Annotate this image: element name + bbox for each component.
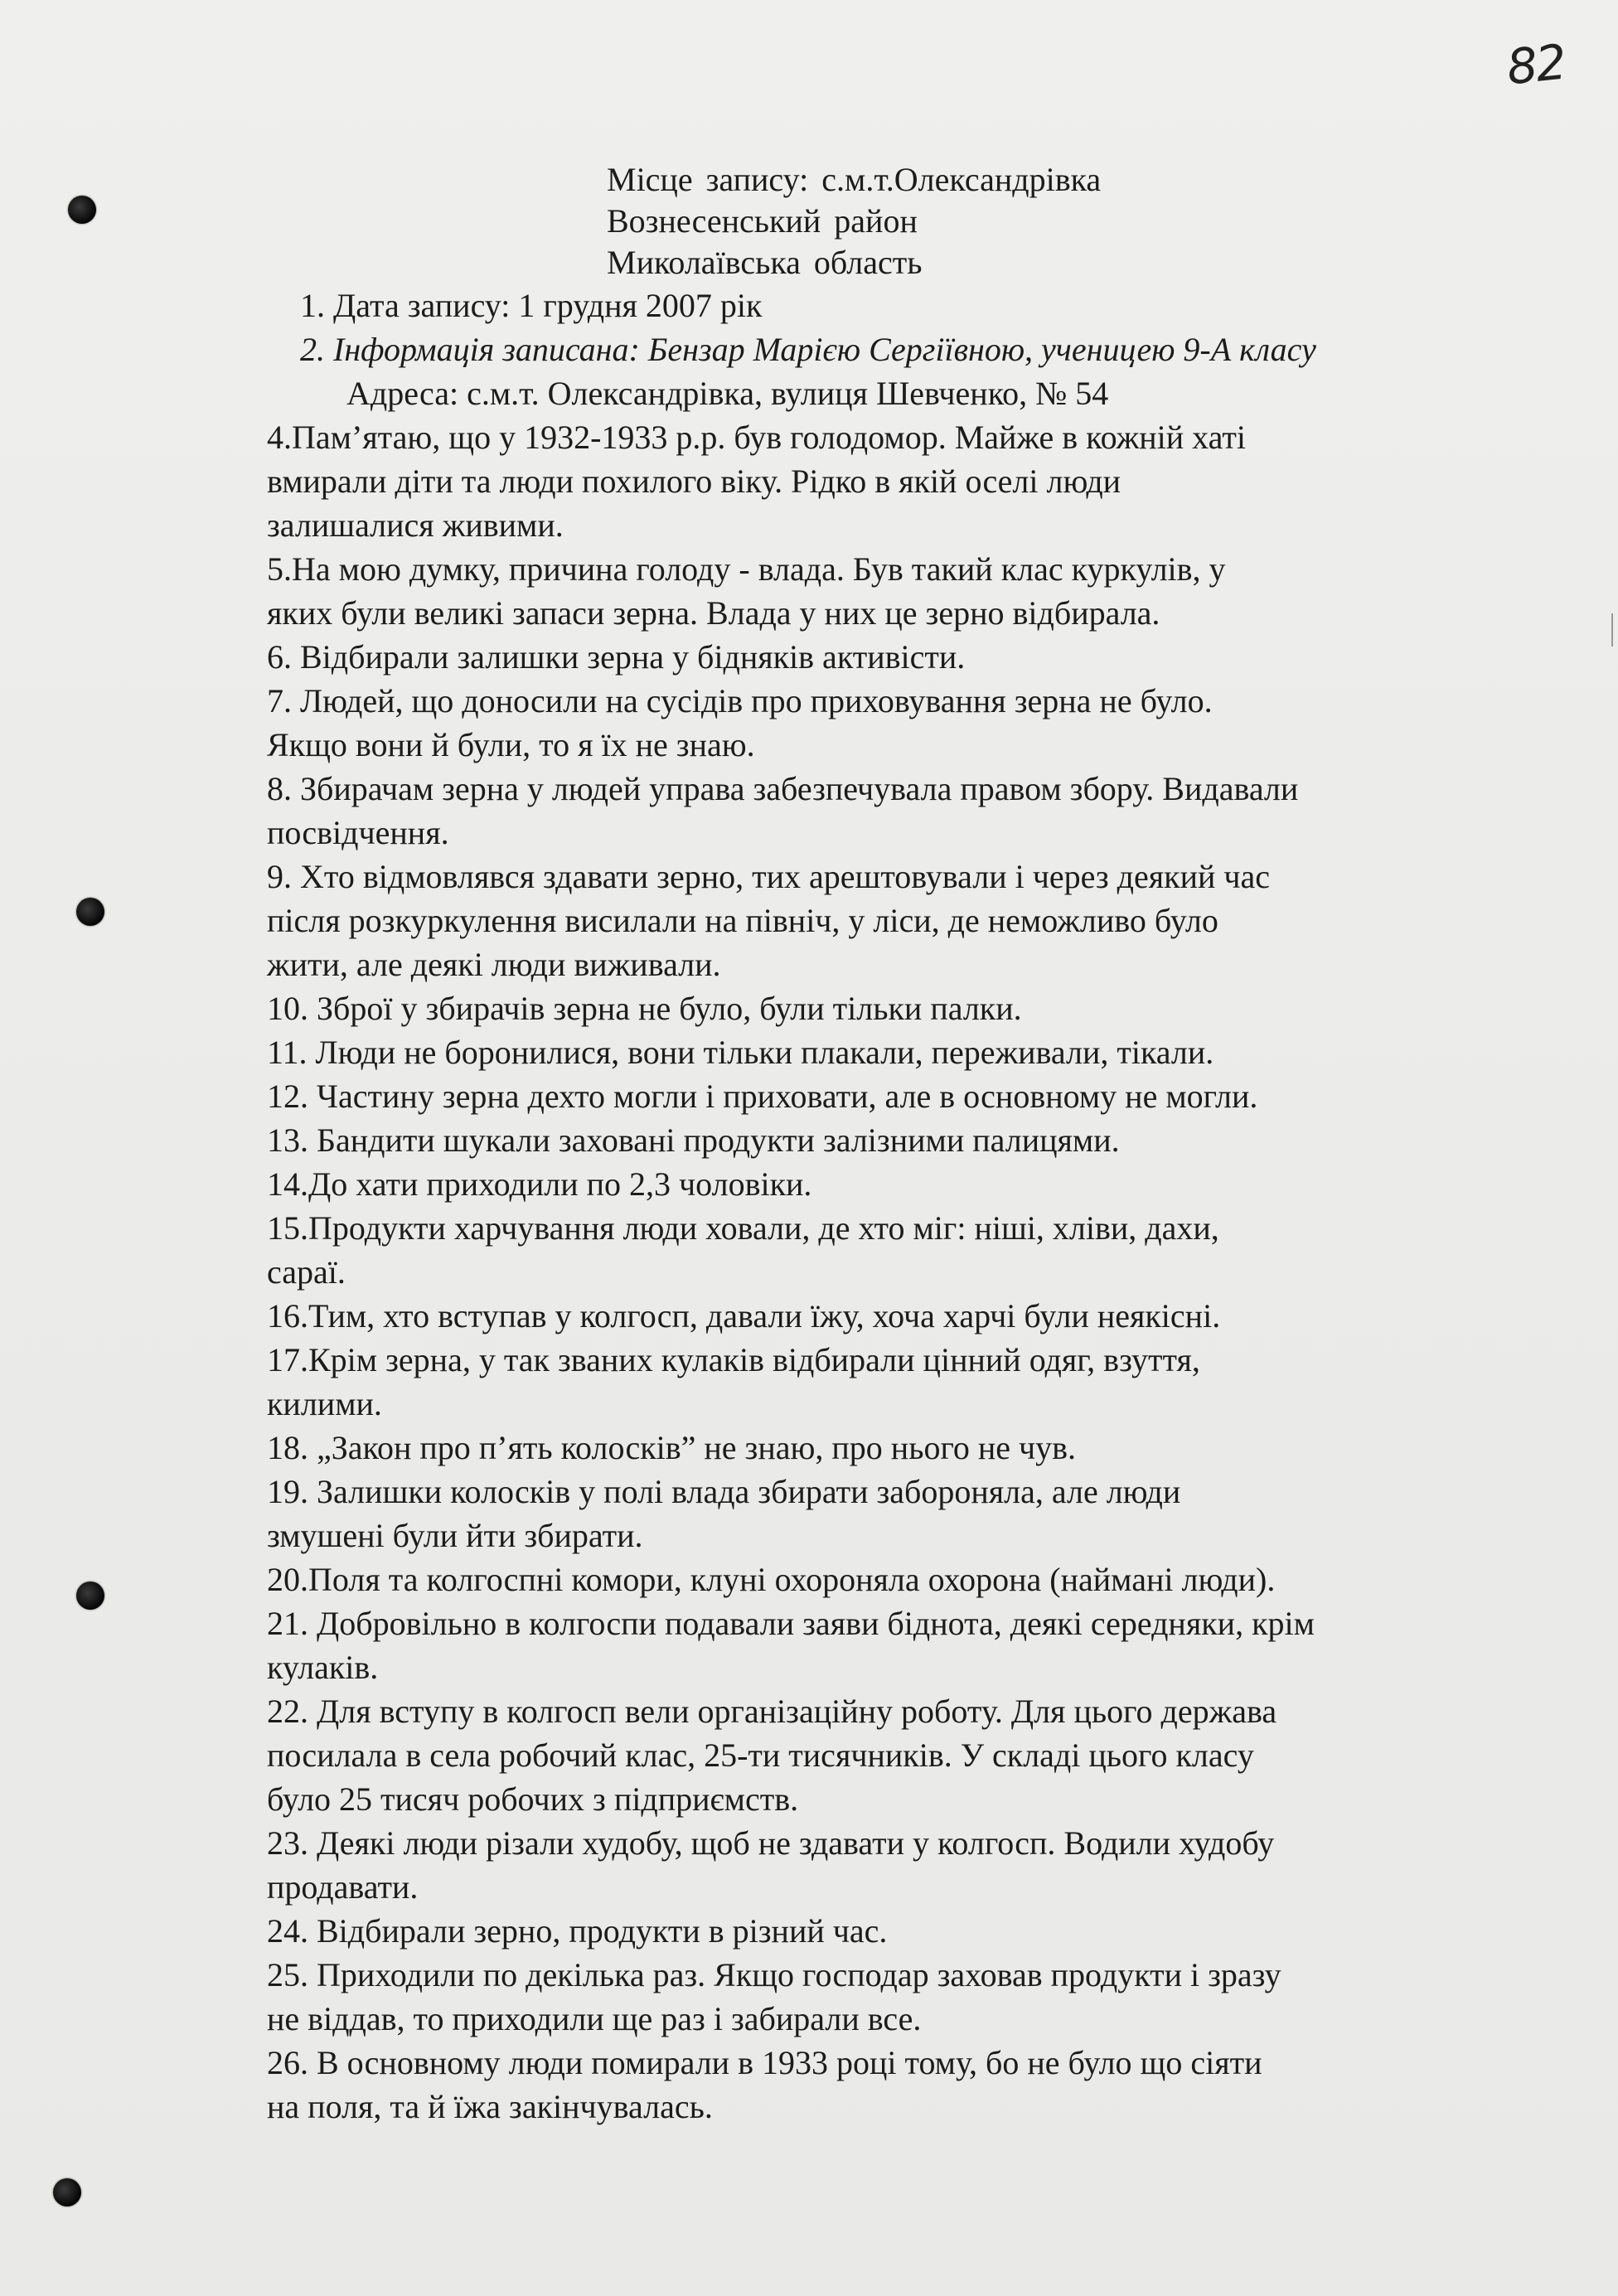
record-date: 1. Дата запису: 1 грудня 2007 рік	[300, 287, 763, 324]
header-line: Вознесенський район	[607, 202, 918, 240]
punch-hole	[76, 898, 104, 926]
header-line: Миколаївська область	[607, 244, 923, 281]
text-line: сараї.	[267, 1253, 346, 1291]
text-line: 12. Частину зерна дехто могли і приховати, але в основному не могли.	[267, 1078, 1258, 1115]
text-line: 8. Збирачам зерна у людей управа забезпечувала правом збору. Видавали	[267, 770, 1299, 807]
text-line: 24. Відбирали зерно, продукти в різний час.	[267, 1912, 888, 1950]
text-line: вмирали діти та люди похилого віку. Рідко в якій оселі люди	[267, 463, 1121, 500]
header-line: Місце запису: с.м.т.Олександрівка	[607, 161, 1102, 198]
text-line: продавати.	[267, 1868, 419, 1906]
text-line: посвідчення.	[267, 814, 449, 851]
punch-hole	[68, 196, 96, 224]
text-line: посилала в села робочий клас, 25-ти тисячників. У складі цього класу	[267, 1737, 1254, 1774]
text-line: на поля, та й їжа закінчувалась.	[267, 2088, 713, 2125]
punch-hole	[53, 2178, 81, 2206]
text-line: 5.На мою думку, причина голоду - влада. Був такий клас куркулів, у	[267, 550, 1226, 588]
punch-hole	[76, 1582, 104, 1610]
text-line: 4.Пам’ятаю, що у 1932-1933 р.р. був голодомор. Майже в кожній хаті	[267, 419, 1246, 456]
text-line: кулаків.	[267, 1649, 379, 1686]
text-line: Якщо вони й були, то я їх не знаю.	[267, 726, 755, 763]
text-line: 22. Для вступу в колгосп вели організаційну роботу. Для цього держава	[267, 1693, 1277, 1730]
text-line: 25. Приходили по декілька раз. Якщо господар заховав продукти і зразу	[267, 1956, 1281, 1993]
text-line: жити, але деякі люди виживали.	[267, 946, 721, 983]
text-line: 20.Поля та колгоспні комори, клуні охороняла охорона (наймані люди).	[267, 1561, 1276, 1598]
address: Адреса: с.м.т. Олександрівка, вулиця Шевченко, № 54	[346, 375, 1109, 412]
text-line: 18. „Закон про п’ять колосків” не знаю, про нього не чув.	[267, 1429, 1077, 1466]
text-line: 9. Хто відмовлявся здавати зерно, тих арештовували і через деякий час	[267, 858, 1271, 895]
text-line: 23. Деякі люди різали худобу, щоб не здавати у колгосп. Водили худобу	[267, 1824, 1275, 1862]
text-line: 10. Зброї у збирачів зерна не було, були тільки палки.	[267, 990, 1022, 1027]
page-edge-mark	[1611, 613, 1613, 647]
text-line: 19. Залишки колосків у полі влада збирати забороняла, але люди	[267, 1473, 1181, 1510]
text-line: після розкуркулення висилали на північ, у ліси, де неможливо було	[267, 902, 1218, 939]
text-line: 21. Добровільно в колгоспи подавали заяви біднота, деякі середняки, крім	[267, 1605, 1315, 1642]
text-line: 15.Продукти харчування люди ховали, де хто міг: ніші, хліви, дахи,	[267, 1209, 1219, 1247]
page-number: 82	[1504, 33, 1568, 96]
text-line: 17.Крім зерна, у так званих кулаків відбирали цінний одяг, взуття,	[267, 1341, 1200, 1378]
record-location-header	[607, 159, 1101, 283]
text-line: було 25 тисяч робочих з підприємств.	[267, 1780, 799, 1818]
text-line: 26. В основному люди помирали в 1933 році тому, бо не було що сіяти	[267, 2044, 1262, 2081]
text-line: 6. Відбирали залишки зерна у бідняків активісти.	[267, 638, 966, 676]
text-line: 16.Тим, хто вступав у колгосп, давали їжу, хоча харчі були неякісні.	[267, 1297, 1221, 1334]
text-line: 14.До хати приходили по 2,3 чоловіки.	[267, 1165, 812, 1203]
document-body	[267, 283, 1568, 2129]
text-line: 7. Людей, що доносили на сусідів про приховування зерна не було.	[267, 682, 1213, 719]
text-line: яких були великі запаси зерна. Влада у них це зерно відбирала.	[267, 594, 1160, 632]
recorded-by: 2. Інформація записана: Бензар Марією Сергіївною, ученицею 9-А класу	[300, 331, 1316, 368]
text-line: залишалися живими.	[267, 506, 564, 544]
text-line: змушені були йти збирати.	[267, 1517, 643, 1554]
text-line: килими.	[267, 1385, 382, 1422]
text-line: не віддав, то приходили ще раз і забирали все.	[267, 2000, 922, 2037]
text-line: 11. Люди не боронилися, вони тільки плакали, переживали, тікали.	[267, 1034, 1214, 1071]
text-line: 13. Бандити шукали заховані продукти залізними палицями.	[267, 1121, 1120, 1159]
